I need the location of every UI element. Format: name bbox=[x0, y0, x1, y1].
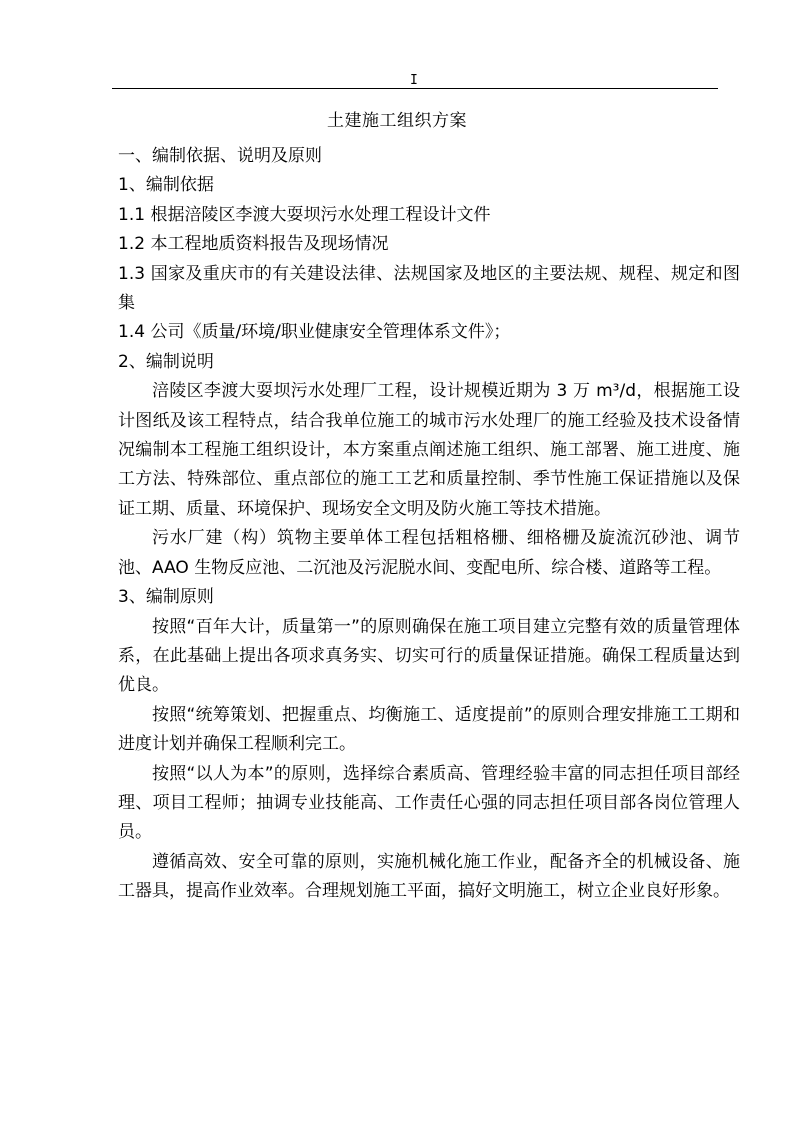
page-number-mark: I bbox=[410, 73, 418, 88]
description-paragraph: 污水厂建（构）筑物主要单体工程包括粗格栅、细格栅及旋流沉砂池、调节池、AAO 生物反应池、二沉池及污泥脱水间、变配电所、综合楼、道路等工程。 bbox=[118, 528, 740, 578]
principle-paragraph: 按照“统筹策划、把握重点、均衡施工、适度提前”的原则合理安排施工工期和进度计划并确保工程顺利完工。 bbox=[118, 704, 740, 755]
document-title: 土建施工组织方案 bbox=[327, 111, 467, 131]
principle-paragraph: 遵循高效、安全可靠的原则，实施机械化施工作业，配备齐全的机械设备、施工器具，提高作业效率。合理规划施工平面，搞好文明施工，树立企业良好形象。 bbox=[118, 851, 740, 902]
section-heading: 一、编制依据、说明及原则 bbox=[118, 146, 322, 166]
description-paragraph: 涪陵区李渡大耍坝污水处理厂工程，设计规模近期为 3 万 m³/d，根据施工设计图纸及该工程特点，结合我单位施工的城市污水处理厂的施工经验及技术设备情况编制本工程施工组织设计，本方案重点阐述施工组织、施工部署、施工进度、施工方法、特殊部位、重点部位的施工工艺和质量控制、季节性施工保证措施以及保证工期、质量、环境保护、现场安全文明及防火施工等技术措施。 bbox=[118, 381, 740, 519]
subsection-heading-principles: 3、编制原则 bbox=[118, 587, 214, 608]
basis-item: 1.2 本工程地质资料报告及现场情况 bbox=[118, 234, 389, 255]
basis-item: 1.1 根据涪陵区李渡大耍坝污水处理工程设计文件 bbox=[118, 204, 491, 225]
basis-item: 1.3 国家及重庆市的有关建设法律、法规国家及地区的主要法规、规程、规定和图集 bbox=[118, 263, 740, 314]
subsection-heading-basis: 1、编制依据 bbox=[118, 175, 214, 196]
document-body bbox=[118, 142, 740, 907]
principle-paragraph: 按照“以人为本”的原则，选择综合素质高、管理经验丰富的同志担任项目部经理、项目工程师；抽调专业技能高、工作责任心强的同志担任项目部各岗位管理人员。 bbox=[118, 763, 740, 843]
subsection-heading-description: 2、编制说明 bbox=[118, 351, 214, 372]
basis-item: 1.4 公司《质量/环境/职业健康安全管理体系文件》； bbox=[118, 322, 511, 343]
header-rule bbox=[112, 88, 718, 89]
principle-paragraph: 按照“百年大计，质量第一”的原则确保在施工项目建立完整有效的质量管理体系，在此基础上提出各项求真务实、切实可行的质量保证措施。确保工程质量达到优良。 bbox=[118, 616, 740, 696]
